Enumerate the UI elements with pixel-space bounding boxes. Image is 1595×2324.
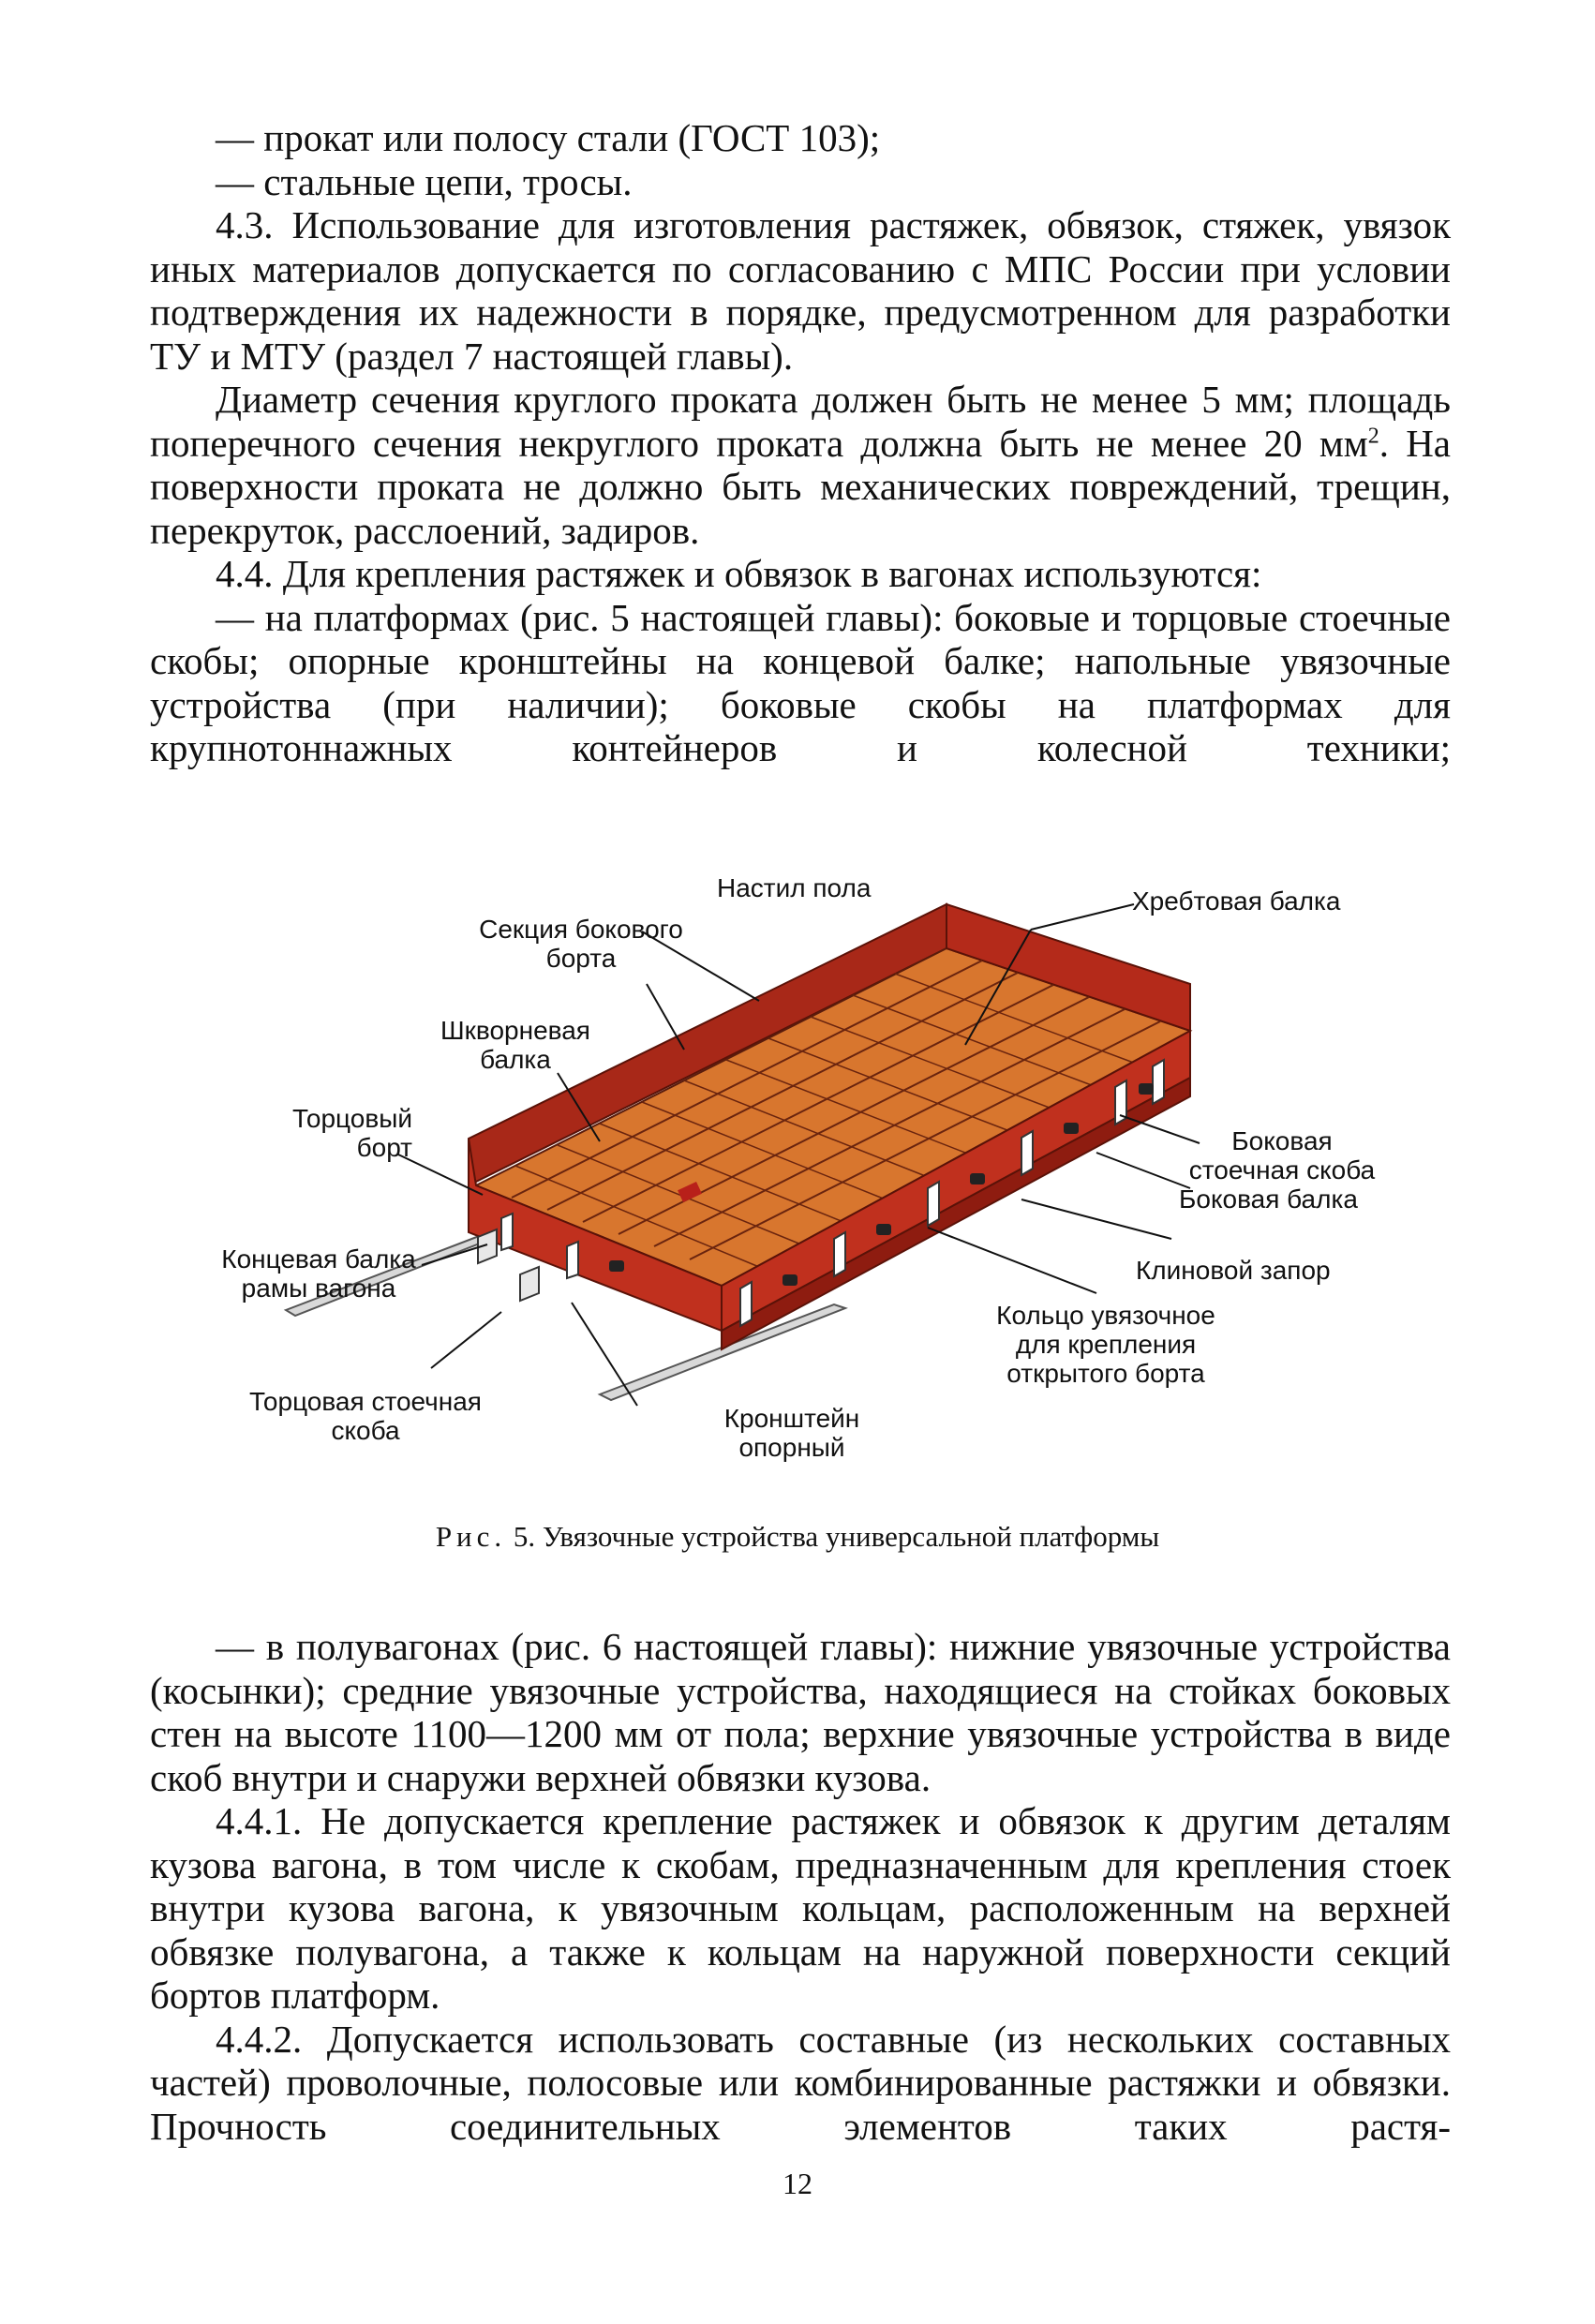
top-text-block (150, 116, 1451, 770)
paragraph-diameter (150, 378, 1451, 552)
label-bolster-line1: Шкворневая (440, 1016, 590, 1045)
label-end-board (272, 1104, 412, 1162)
label-end-stake-pocket (225, 1387, 506, 1445)
list-item-gondolas: — в полувагонах (рис. 6 настоящей главы): нижние увязочные устройства (косынки); средние увязочные устройства, находящиеся на стойках боковых стен на высоте 1100—1200 мм от пола; верхние увязочные устройства в виде скоб внутри и снаружи верхней обвязки кузова. (150, 1625, 1451, 1799)
label-support-bracket (708, 1404, 876, 1462)
list-item-platforms: — на платформах (рис. 5 настоящей главы): боковые и торцовые стоечные скобы; опорные кронштейны на концевой балке; напольные увязочные устройства (при наличии); боковые скобы на платформах для крупнотоннажных контейнеров и колесной техники; (150, 595, 1451, 769)
label-side-board-section (478, 915, 684, 973)
paragraph-diameter-part2: . На поверхности проката не должно быть механических повреждений, трещин, перекруток, расслоений, задиров. (150, 421, 1452, 552)
bottom-text-block (150, 1625, 1451, 2148)
label-tie-ring-line2: для крепления (1015, 1330, 1197, 1359)
superscript-2: 2 (1367, 423, 1379, 448)
list-item-chains: — стальные цепи, тросы. (216, 159, 633, 203)
support-bracket-2 (520, 1267, 539, 1301)
label-end-board-line1: Торцовый (292, 1104, 412, 1133)
label-side-board-section-line1: Секция бокового (479, 915, 683, 944)
caption-prefix: Рис. (435, 1520, 507, 1553)
label-wedge-lock: Клиновой запор (1136, 1256, 1331, 1285)
label-tie-ring (965, 1301, 1246, 1388)
label-support-bracket-line2: опорный (738, 1433, 845, 1462)
label-support-bracket-line1: Кронштейн (723, 1404, 860, 1433)
label-side-board-section-line2: борта (545, 944, 617, 973)
paragraph-4-3: 4.3. Использование для изготовления растяжек, обвязок, стяжек, увязок иных материалов допускается по согласованию с МПС России при условии подтверждения их надежности в порядке, предусмотренном для разработки ТУ и МТУ (раздел 7 настоящей главы). (150, 203, 1451, 378)
label-tie-ring-line1: Кольцо увязочное (996, 1301, 1215, 1330)
label-side-stake-pocket-line2: стоечная скоба (1188, 1155, 1376, 1184)
paragraph-4-4-1: 4.4.1. Не допускается крепление растяжек и обвязок к другим деталям кузова вагона, в том числе к скобам, предназначенным для крепления стоек внутри кузова вагона, к увязочным кольцам, расположенным на верхней обвязке полувагона, а также к кольцам на наружной поверхности секций бортов платформ. (150, 1799, 1451, 2017)
label-end-beam (197, 1244, 440, 1303)
label-end-beam-line2: рамы вагона (241, 1274, 396, 1303)
figure-caption (0, 1520, 1595, 1554)
label-side-stake-pocket (1160, 1126, 1404, 1184)
paragraph-4-4: 4.4. Для крепления растяжек и обвязок в вагонах используются: (216, 552, 1262, 595)
list-item-rolled-steel: — прокат или полосу стали (ГОСТ 103); (216, 116, 881, 159)
label-side-stake-pocket-line1: Боковая (1231, 1126, 1333, 1155)
label-side-beam: Боковая балка (1179, 1184, 1358, 1214)
page-number: 12 (783, 2167, 812, 2200)
label-bolster (422, 1016, 609, 1074)
label-tie-ring-line3: открытого борта (1006, 1359, 1205, 1388)
label-bolster-line2: балка (480, 1045, 551, 1074)
figure-platform (197, 862, 1415, 1481)
label-end-board-line2: борт (356, 1133, 412, 1162)
label-center-sill: Хребтовая балка (1132, 886, 1341, 916)
paragraph-diameter-part1: Диаметр сечения круглого проката должен быть не менее 5 мм; площадь поперечного сечения некруглого проката должна быть не менее 20 мм (150, 378, 1451, 465)
label-end-beam-line1: Концевая балка (221, 1244, 416, 1274)
caption-text: 5. Увязочные устройства универсальной платформы (506, 1520, 1160, 1553)
paragraph-4-4-2: 4.4.2. Допускается использовать составные (из нескольких составных частей) проволочные, полосовые или комбинированные растяжки и обвязки. Прочность соединительных элементов таких растя- (150, 2017, 1451, 2148)
label-end-stake-pocket-line1: Торцовая стоечная (249, 1387, 482, 1416)
label-end-stake-pocket-line2: скоба (331, 1416, 400, 1445)
label-floor-deck: Настил пола (717, 873, 872, 902)
